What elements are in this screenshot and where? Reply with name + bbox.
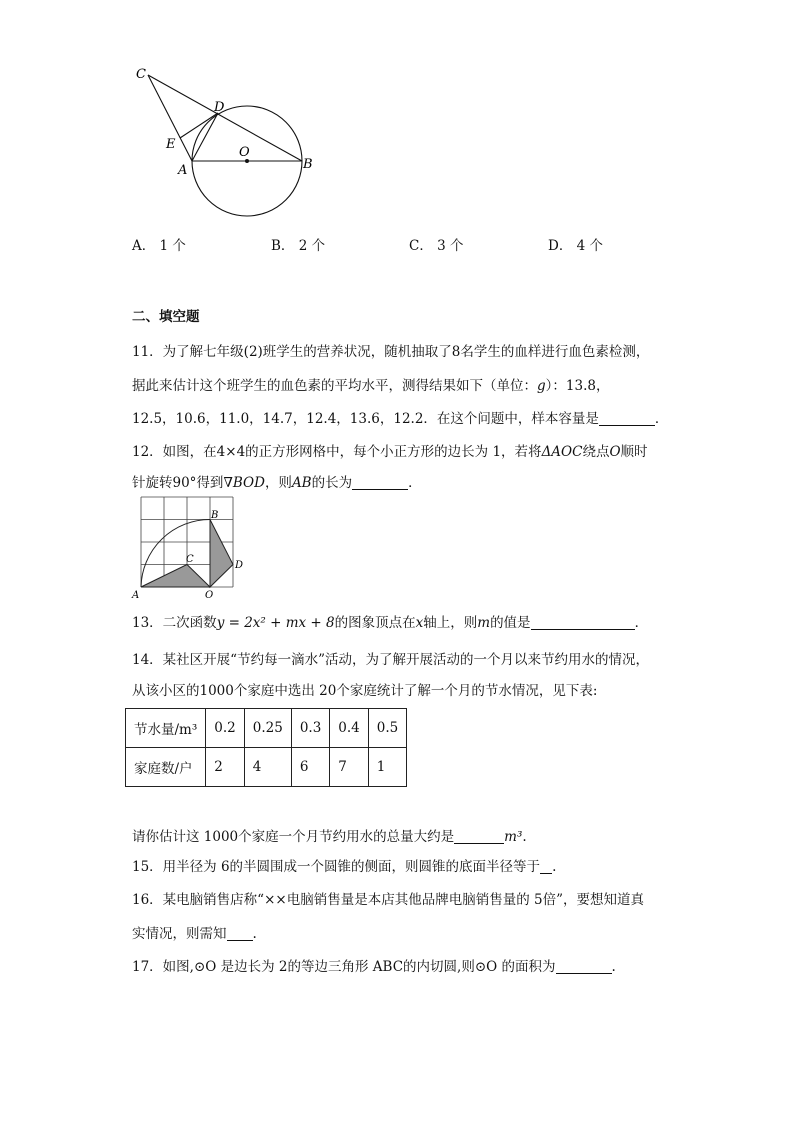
q14-line1: 14．某社区开展“节约每一滴水”活动，为了解开展活动的一个月以来节约用水的情况， [132, 652, 649, 668]
label-a: A [178, 163, 188, 178]
answer-blank[interactable] [540, 859, 552, 874]
label-a: A [132, 590, 140, 600]
label-e: E [166, 137, 176, 152]
label-o: O [239, 145, 250, 160]
table-cell: 4 [244, 748, 291, 787]
table-row [126, 748, 407, 787]
label-b: B [303, 157, 313, 172]
table-cell: 1 [368, 748, 406, 787]
q13-line: 13．二次函数y = 2x² + mx + 8的图象顶点在x轴上，则m的值是 ． [132, 615, 649, 631]
label-c: C [186, 554, 194, 565]
triangle-bod [210, 520, 233, 588]
q16-line2: 实情况，则需知 . [132, 926, 257, 942]
triangle-aoc [141, 565, 210, 588]
formula: y = 2x² + mx + 8 [216, 615, 335, 631]
answer-blank[interactable] [352, 475, 408, 490]
q11-line3: 12.5，10.6，11.0，14.7，12.4，13.6，12.2．在这个问题中，样本容量是 ． [132, 411, 669, 427]
answer-blank[interactable] [556, 959, 612, 974]
q17-line: 17．如图,⊙O 是边长为 2的等边三角形 ABC的内切圆,则⊙O 的面积为 . [132, 959, 616, 975]
q12-line1: 12．如图，在4×4的正方形网格中，每个小正方形的边长为 1，若将ΔAOC绕点O顺时 [132, 444, 648, 460]
table-cell: 0.4 [330, 709, 368, 748]
label-d: D [235, 560, 244, 571]
segment-ad [192, 113, 218, 161]
q12-line2: 针旋转90°得到∇BOD，则AB的长为 ． [132, 475, 422, 491]
table-cell: 6 [291, 748, 329, 787]
label-d: D [214, 100, 225, 115]
answer-blank[interactable] [454, 829, 504, 844]
q14-after: 请你估计这 1000个家庭一个月节约用水的总量大约是 m³. [132, 829, 527, 845]
answer-blank[interactable] [227, 926, 253, 941]
q16-line1: 16．某电脑销售店称“××电脑销售量是本店其他品牌电脑销售量的 5倍”，要想知道真 [132, 892, 644, 908]
label-b: B [211, 510, 219, 521]
option-d: D． 4 个 [548, 238, 604, 254]
table-header-label: 节水量/m³ [126, 709, 206, 748]
table-cell: 0.2 [206, 709, 244, 748]
label-o: O [205, 590, 214, 600]
grid-rotation-figure [130, 494, 250, 600]
table-cell: 7 [330, 748, 368, 787]
q15-line: 15．用半径为 6的半圆围成一个圆锥的侧面，则圆锥的底面半径等于 . [132, 859, 557, 875]
table-cell: 2 [206, 748, 244, 787]
label-c: C [136, 67, 146, 82]
table-row-label: 家庭数/户 [126, 748, 206, 787]
section-title: 二、填空题 [132, 309, 200, 325]
table-cell: 0.25 [244, 709, 291, 748]
q11-line2: 据此来估计这个班学生的血色素的平均水平，测得结果如下（单位：g）：13.8， [132, 378, 610, 394]
water-saving-table [125, 708, 407, 787]
table-row [126, 709, 407, 748]
q11-line1: 11．为了解七年级(2)班学生的营养状况，随机抽取了8名学生的血样进行血色素检测， [132, 344, 650, 360]
option-c: C． 3 个 [409, 238, 464, 254]
option-a: A． 1 个 [132, 238, 186, 254]
option-b: B． 2 个 [271, 238, 326, 254]
circle-tangent-figure [130, 60, 320, 220]
answer-blank[interactable] [531, 615, 635, 630]
q14-line2: 从该小区的1000个家庭中选出 20个家庭统计了解一个月的节水情况，见下表: [132, 683, 598, 699]
table-cell: 0.5 [368, 709, 406, 748]
arc-ab: AB [291, 475, 312, 491]
answer-blank[interactable] [599, 411, 655, 426]
table-cell: 0.3 [291, 709, 329, 748]
